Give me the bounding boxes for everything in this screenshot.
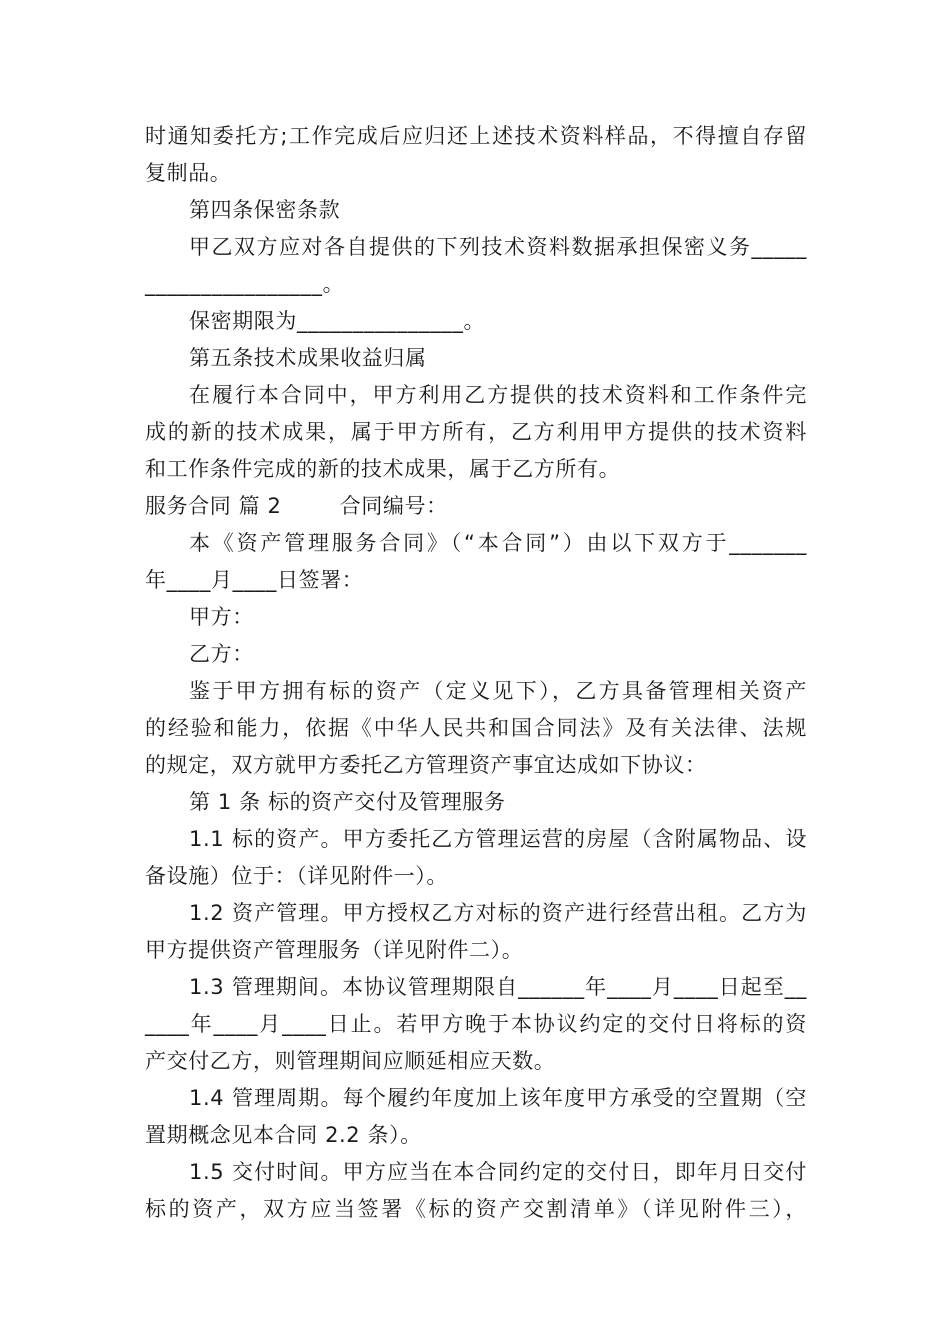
clause-line: 1.3 管理期间。本协议管理期限自______年____月____日起至__ bbox=[189, 975, 807, 999]
clause-line: 1.5 交付时间。甲方应当在本合同约定的交付日，即年月日交付 bbox=[189, 1160, 807, 1184]
document-page bbox=[145, 118, 807, 1228]
party-b-line: 乙方： bbox=[189, 642, 254, 666]
clause-line: ____年____月____日止。若甲方晚于本协议约定的交付日将标的资 bbox=[145, 1012, 807, 1036]
clause-line: 产交付乙方，则管理期间应顺延相应天数。 bbox=[145, 1049, 556, 1073]
paragraph-line: 的规定，双方就甲方委托乙方管理资产事宜达成如下协议： bbox=[145, 753, 707, 777]
paragraph-line: 保密期限为_______________。 bbox=[189, 309, 486, 333]
clause-line: 置期概念见本合同 2.2 条）。 bbox=[145, 1123, 422, 1147]
paragraph-line: 的经验和能力，依据《中华人民共和国合同法》及有关法律、法规 bbox=[145, 716, 807, 740]
paragraph-line: ________________。 bbox=[145, 272, 345, 296]
clause-line: 标的资产，双方应当签署《标的资产交割清单》（详见附件三）， bbox=[145, 1197, 807, 1221]
clause-line: 甲方提供资产管理服务（详见附件二）。 bbox=[145, 938, 524, 962]
paragraph-line: 甲乙双方应对各自提供的下列技术资料数据承担保密义务_____ bbox=[189, 235, 807, 259]
paragraph-line: 年____月____日签署： bbox=[145, 568, 364, 592]
paragraph-line: 和工作条件完成的新的技术成果，属于乙方所有。 bbox=[145, 457, 621, 481]
paragraph-line: 时通知委托方;工作完成后应归还上述技术资料样品，不得擅自存留 bbox=[145, 124, 807, 148]
paragraph-line: 复制品。 bbox=[145, 161, 232, 185]
paragraph-line: 本《资产管理服务合同》（“本合同”）由以下双方于_______ bbox=[189, 531, 807, 555]
clause-line: 1.2 资产管理。甲方授权乙方对标的资产进行经营出租。乙方为 bbox=[189, 901, 807, 925]
section-heading: 第四条保密条款 bbox=[189, 198, 341, 222]
paragraph-line: 在履行本合同中，甲方利用乙方提供的技术资料和工作条件完 bbox=[189, 383, 807, 407]
section-heading: 第五条技术成果收益归属 bbox=[189, 346, 427, 370]
contract-title: 服务合同 篇 2 合同编号： bbox=[145, 494, 448, 518]
section-heading: 第 1 条 标的资产交付及管理服务 bbox=[189, 790, 506, 814]
paragraph-line: 鉴于甲方拥有标的资产（定义见下），乙方具备管理相关资产 bbox=[189, 679, 807, 703]
clause-line: 备设施）位于：（详见附件一）。 bbox=[145, 864, 448, 888]
party-a-line: 甲方： bbox=[189, 605, 254, 629]
clause-line: 1.1 标的资产。甲方委托乙方管理运营的房屋（含附属物品、设 bbox=[189, 827, 807, 851]
clause-line: 1.4 管理周期。每个履约年度加上该年度甲方承受的空置期（空 bbox=[189, 1086, 807, 1110]
paragraph-line: 成的新的技术成果，属于甲方所有，乙方利用甲方提供的技术资料 bbox=[145, 420, 807, 444]
